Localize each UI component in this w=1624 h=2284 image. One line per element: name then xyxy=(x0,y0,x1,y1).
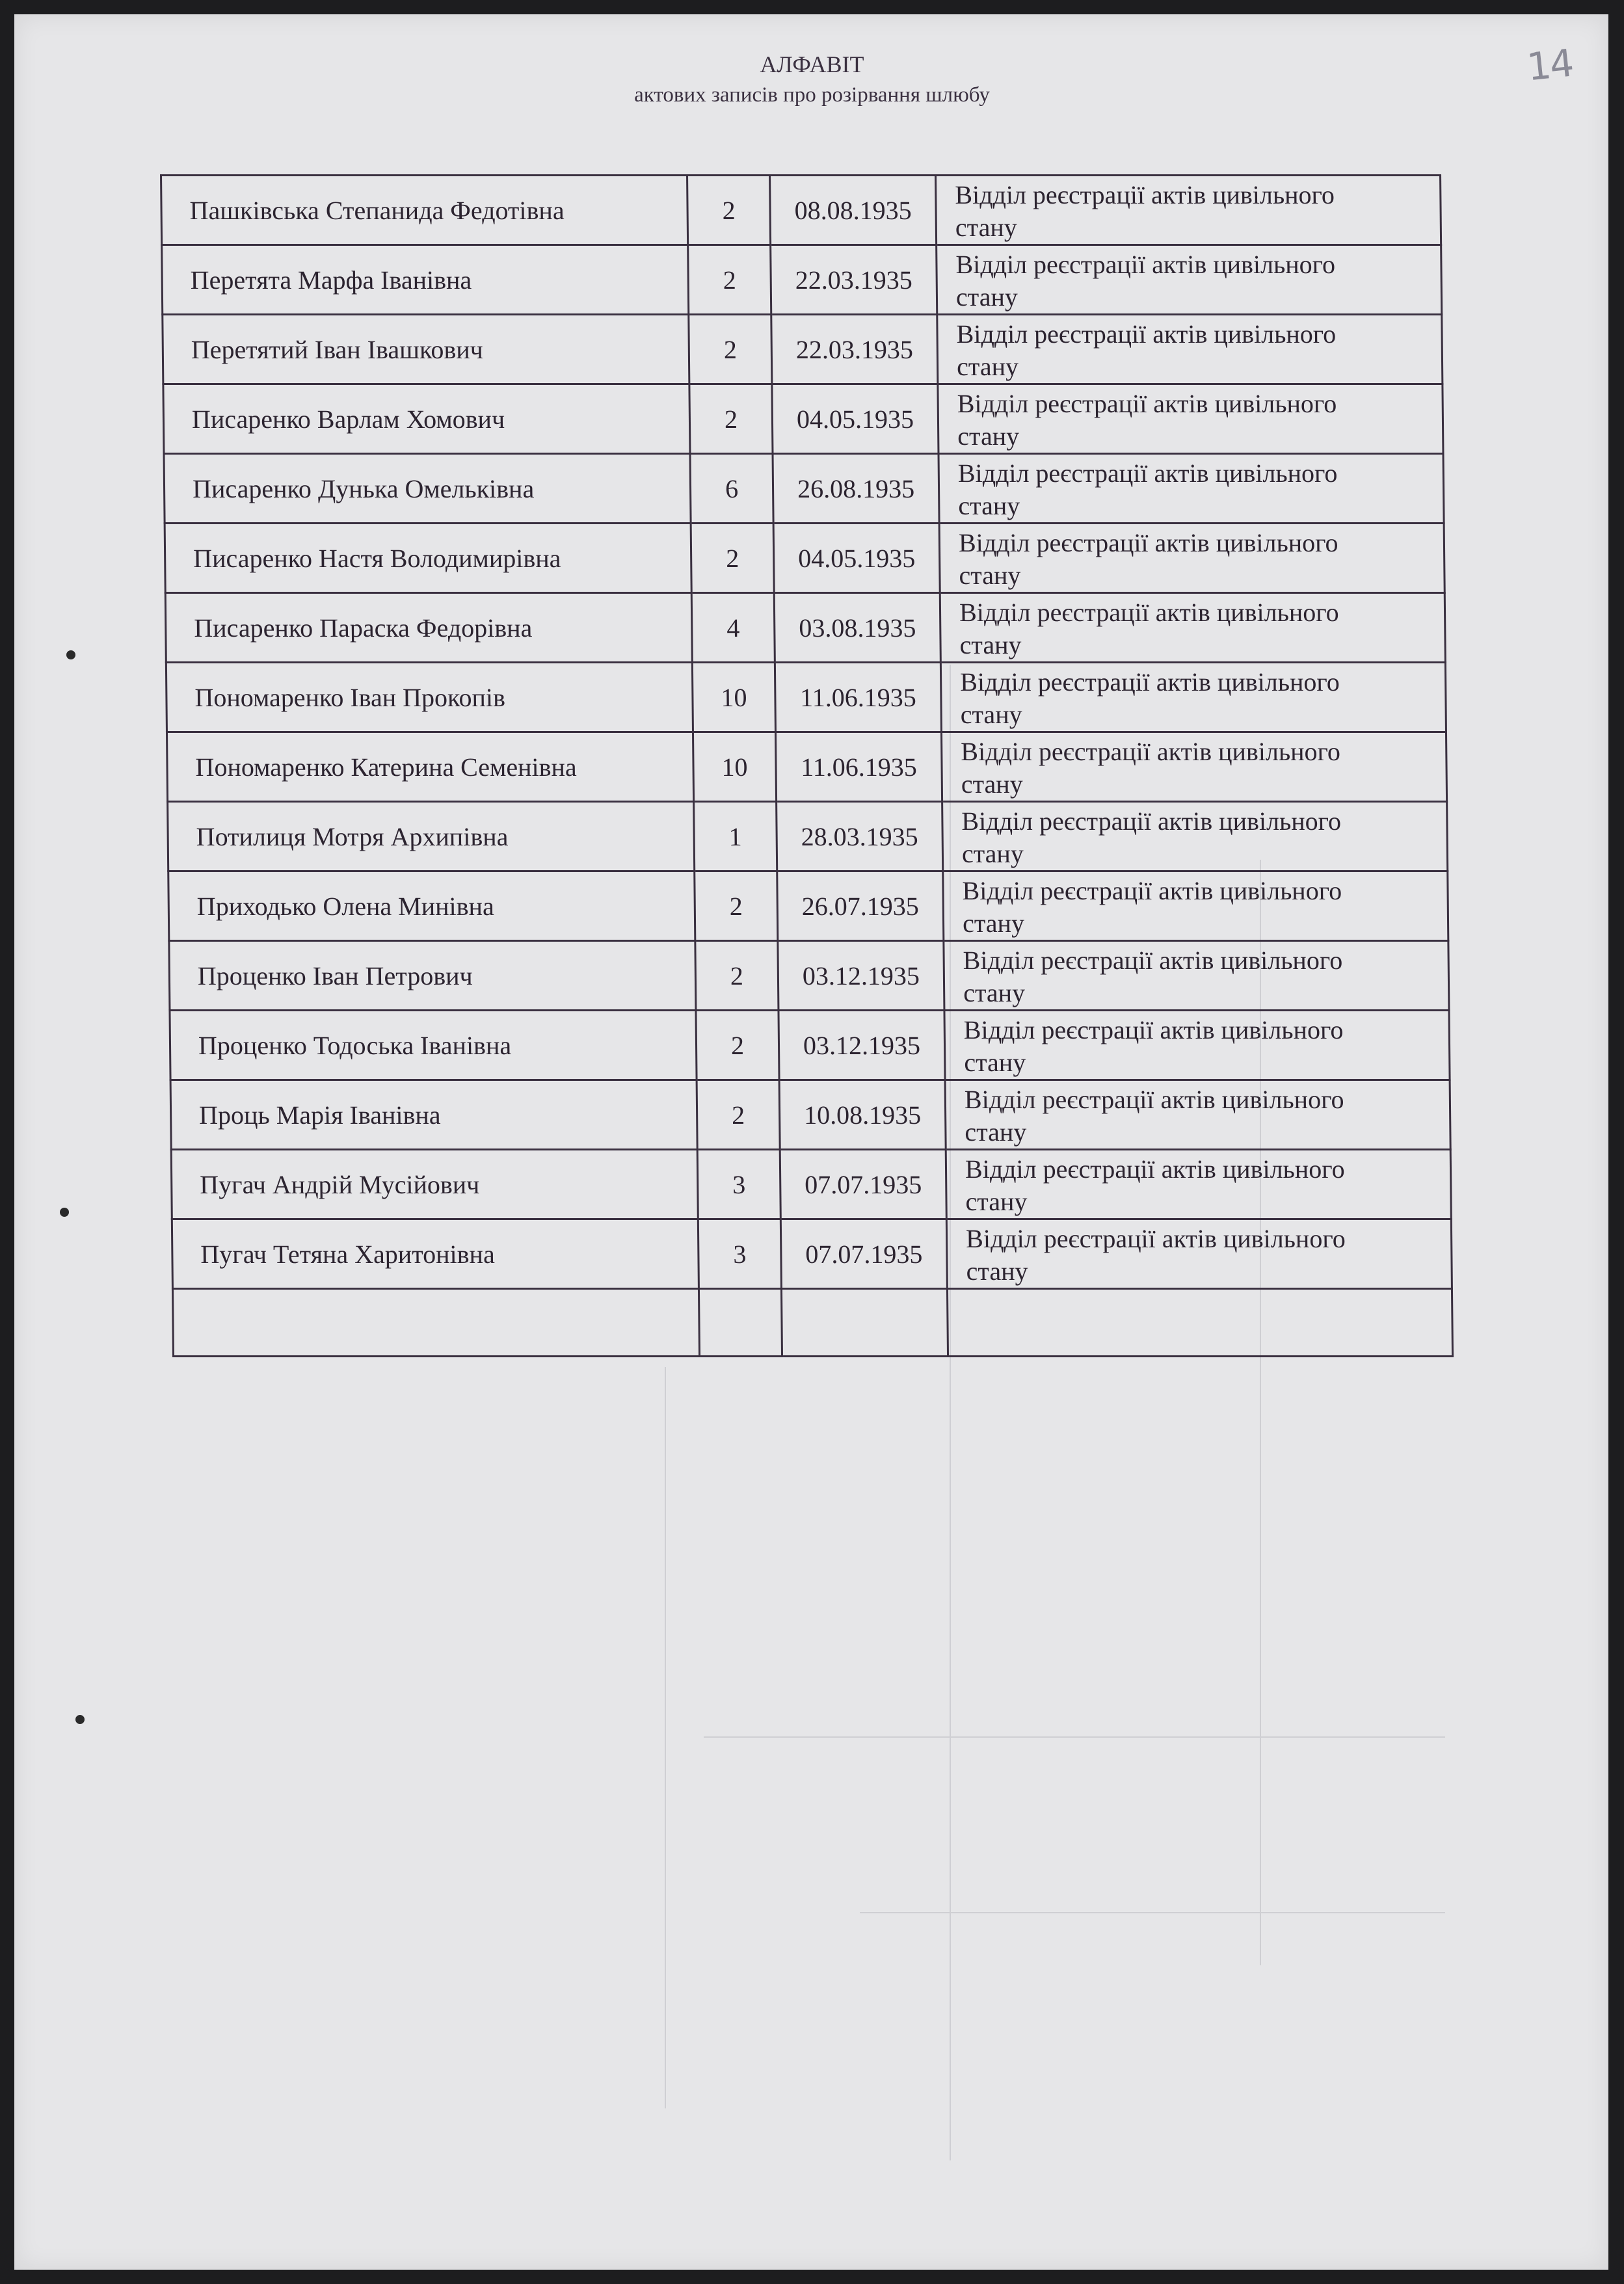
person-name-cell: Писаренко Варлам Хомович xyxy=(163,384,690,454)
registry-office-cell xyxy=(941,732,1446,802)
office-line-1: Відділ реєстрації актів цивільного xyxy=(958,528,1338,557)
person-name-cell: Писаренко Параска Федорівна xyxy=(165,593,692,663)
office-line-2: стану xyxy=(957,421,1020,451)
punch-hole-mark xyxy=(60,1208,69,1217)
office-line-1: Відділ реєстрації актів цивільного xyxy=(957,389,1337,418)
table-row xyxy=(161,176,1441,245)
registry-office-cell xyxy=(946,1150,1451,1219)
person-name-cell: Пугач Тетяна Харитонівна xyxy=(172,1219,699,1289)
record-number-cell: 2 xyxy=(695,871,778,941)
record-number-cell: 4 xyxy=(691,593,775,663)
table-row xyxy=(165,593,1445,663)
office-line-1: Відділ реєстрації актів цивільного xyxy=(965,1224,1346,1253)
person-name-cell: Потилиця Мотря Архипівна xyxy=(168,802,695,871)
date-cell: 11.06.1935 xyxy=(775,663,941,732)
office-line-2: стану xyxy=(965,1117,1027,1147)
date-cell: 28.03.1935 xyxy=(777,802,943,871)
person-name-cell: Проценко Тодоська Іванівна xyxy=(170,1011,697,1080)
table-row xyxy=(166,732,1446,802)
bleed-through-line xyxy=(704,1736,1445,1738)
office-line-1: Відділ реєстрації актів цивільного xyxy=(961,806,1342,836)
date-cell: 03.12.1935 xyxy=(778,941,944,1011)
table-row xyxy=(170,1080,1450,1150)
registry-office-cell xyxy=(940,593,1445,663)
registry-office-cell xyxy=(939,524,1444,593)
office-line-1 xyxy=(966,1290,1451,1292)
registry-office-cell xyxy=(940,663,1446,732)
record-number-cell: 3 xyxy=(697,1150,780,1219)
person-name-cell: Писаренко Настя Володимирівна xyxy=(165,524,691,593)
office-line-2: стану xyxy=(959,561,1021,590)
handwritten-page-number: 14 xyxy=(1524,40,1575,90)
office-line-2: стану xyxy=(956,352,1019,381)
registry-office-cell xyxy=(936,176,1441,245)
registry-office-cell xyxy=(946,1219,1452,1289)
person-name-cell: Перетята Марфа Іванівна xyxy=(162,245,689,315)
date-cell: 03.08.1935 xyxy=(774,593,940,663)
person-name-cell: Перетятий Іван Івашкович xyxy=(163,315,689,384)
office-line-1: Відділ реєстрації актів цивільного xyxy=(962,876,1342,905)
office-line-1: Відділ реєстрації актів цивільного xyxy=(955,250,1336,279)
office-line-2: стану xyxy=(955,213,1017,242)
office-line-1: Відділ реєстрації актів цивільного xyxy=(959,598,1339,627)
table-row xyxy=(165,524,1444,593)
person-name-cell: Пономаренко Іван Прокопів xyxy=(166,663,693,732)
table-row xyxy=(169,941,1449,1011)
record-number-cell: 2 xyxy=(689,384,773,454)
date-cell: 10.08.1935 xyxy=(779,1080,946,1150)
record-number-cell: 2 xyxy=(687,176,771,245)
office-line-2: стану xyxy=(962,909,1025,938)
table-row xyxy=(166,663,1446,732)
date-cell: 11.06.1935 xyxy=(775,732,942,802)
table-row xyxy=(162,245,1442,315)
registry-office-cell xyxy=(938,384,1443,454)
document-subtitle: актових записів про розірвання шлюбу xyxy=(634,83,990,107)
date-cell: 08.08.1935 xyxy=(770,176,937,245)
person-name-cell: Приходько Олена Минівна xyxy=(168,871,695,941)
table-row xyxy=(163,315,1443,384)
person-name-cell: Пономаренко Катерина Семенівна xyxy=(166,732,693,802)
bleed-through-line xyxy=(860,1912,1445,1913)
office-line-2: стану xyxy=(966,1256,1028,1286)
person-name-cell: Пугач Андрій Мусійович xyxy=(171,1150,698,1219)
date-cell: 22.03.1935 xyxy=(771,315,938,384)
record-number-cell: 2 xyxy=(695,941,779,1011)
record-number-cell: 2 xyxy=(689,315,772,384)
date-cell: 26.07.1935 xyxy=(777,871,944,941)
office-line-2: стану xyxy=(955,282,1018,312)
date-cell: 03.12.1935 xyxy=(779,1011,945,1080)
date-cell: 04.05.1935 xyxy=(772,384,938,454)
registry-office-cell xyxy=(943,871,1448,941)
office-line-1: Відділ реєстрації актів цивільного xyxy=(964,1085,1344,1114)
record-number-cell: 10 xyxy=(693,732,776,802)
record-number-cell: 1 xyxy=(694,802,777,871)
date-cell: 07.07.1935 xyxy=(780,1150,946,1219)
office-line-1: Відділ реєстрації актів цивільного xyxy=(955,180,1335,209)
registry-office-cell xyxy=(942,802,1448,871)
office-line-2: стану xyxy=(961,839,1024,868)
person-name-cell: Проценко Іван Петрович xyxy=(169,941,696,1011)
registry-office-cell xyxy=(944,941,1449,1011)
person-name-cell xyxy=(172,1289,699,1357)
table-row xyxy=(172,1289,1452,1357)
office-line-2: стану xyxy=(965,1187,1028,1216)
record-number-cell: 2 xyxy=(688,245,771,315)
table-row xyxy=(168,802,1448,871)
table-row xyxy=(164,454,1444,524)
table-row xyxy=(172,1219,1452,1289)
office-line-1: Відділ реєстрації актів цивільного xyxy=(965,1154,1345,1184)
person-name-cell: Проць Марія Іванівна xyxy=(170,1080,697,1150)
registry-office-cell xyxy=(938,454,1444,524)
office-line-1: Відділ реєстрації актів цивільного xyxy=(959,667,1340,697)
date-cell xyxy=(781,1289,948,1357)
table-row xyxy=(171,1150,1451,1219)
date-cell: 22.03.1935 xyxy=(771,245,937,315)
office-line-1: Відділ реєстрації актів цивільного xyxy=(963,946,1343,975)
table-row xyxy=(168,871,1448,941)
person-name-cell: Пашківська Степанида Федотівна xyxy=(161,176,688,245)
record-number-cell: 10 xyxy=(692,663,775,732)
punch-hole-mark xyxy=(75,1715,85,1724)
registry-office-cell xyxy=(944,1011,1450,1080)
table-row xyxy=(163,384,1443,454)
record-number-cell: 6 xyxy=(690,454,773,524)
office-line-1: Відділ реєстрації актів цивільного xyxy=(956,319,1337,349)
bleed-through-line xyxy=(665,1367,666,2108)
office-line-1: Відділ реєстрації актів цивільного xyxy=(957,458,1338,488)
registry-office-cell xyxy=(937,245,1442,315)
office-line-1: Відділ реєстрації актів цивільного xyxy=(963,1015,1344,1044)
office-line-2: стану xyxy=(959,630,1022,659)
office-line-2: стану xyxy=(960,700,1022,729)
office-line-2: стану xyxy=(958,491,1020,520)
office-line-2: стану xyxy=(963,978,1026,1007)
date-cell: 26.08.1935 xyxy=(773,454,939,524)
registry-office-cell xyxy=(947,1289,1452,1357)
office-line-2: стану xyxy=(964,1048,1026,1077)
office-line-1: Відділ реєстрації актів цивільного xyxy=(961,737,1341,766)
record-number-cell: 2 xyxy=(696,1011,779,1080)
record-number-cell xyxy=(699,1289,782,1357)
person-name-cell: Писаренко Дунька Омельківна xyxy=(164,454,691,524)
registry-office-cell xyxy=(937,315,1443,384)
record-number-cell: 2 xyxy=(697,1080,780,1150)
date-cell: 07.07.1935 xyxy=(780,1219,947,1289)
punch-hole-mark xyxy=(66,650,75,659)
table-row xyxy=(170,1011,1450,1080)
registry-office-cell xyxy=(945,1080,1450,1150)
record-number-cell: 3 xyxy=(698,1219,781,1289)
register-table xyxy=(160,174,1454,1357)
office-line-2: стану xyxy=(961,769,1023,799)
date-cell: 04.05.1935 xyxy=(773,524,940,593)
document-title: АЛФАВІТ xyxy=(760,51,864,77)
record-number-cell: 2 xyxy=(691,524,774,593)
